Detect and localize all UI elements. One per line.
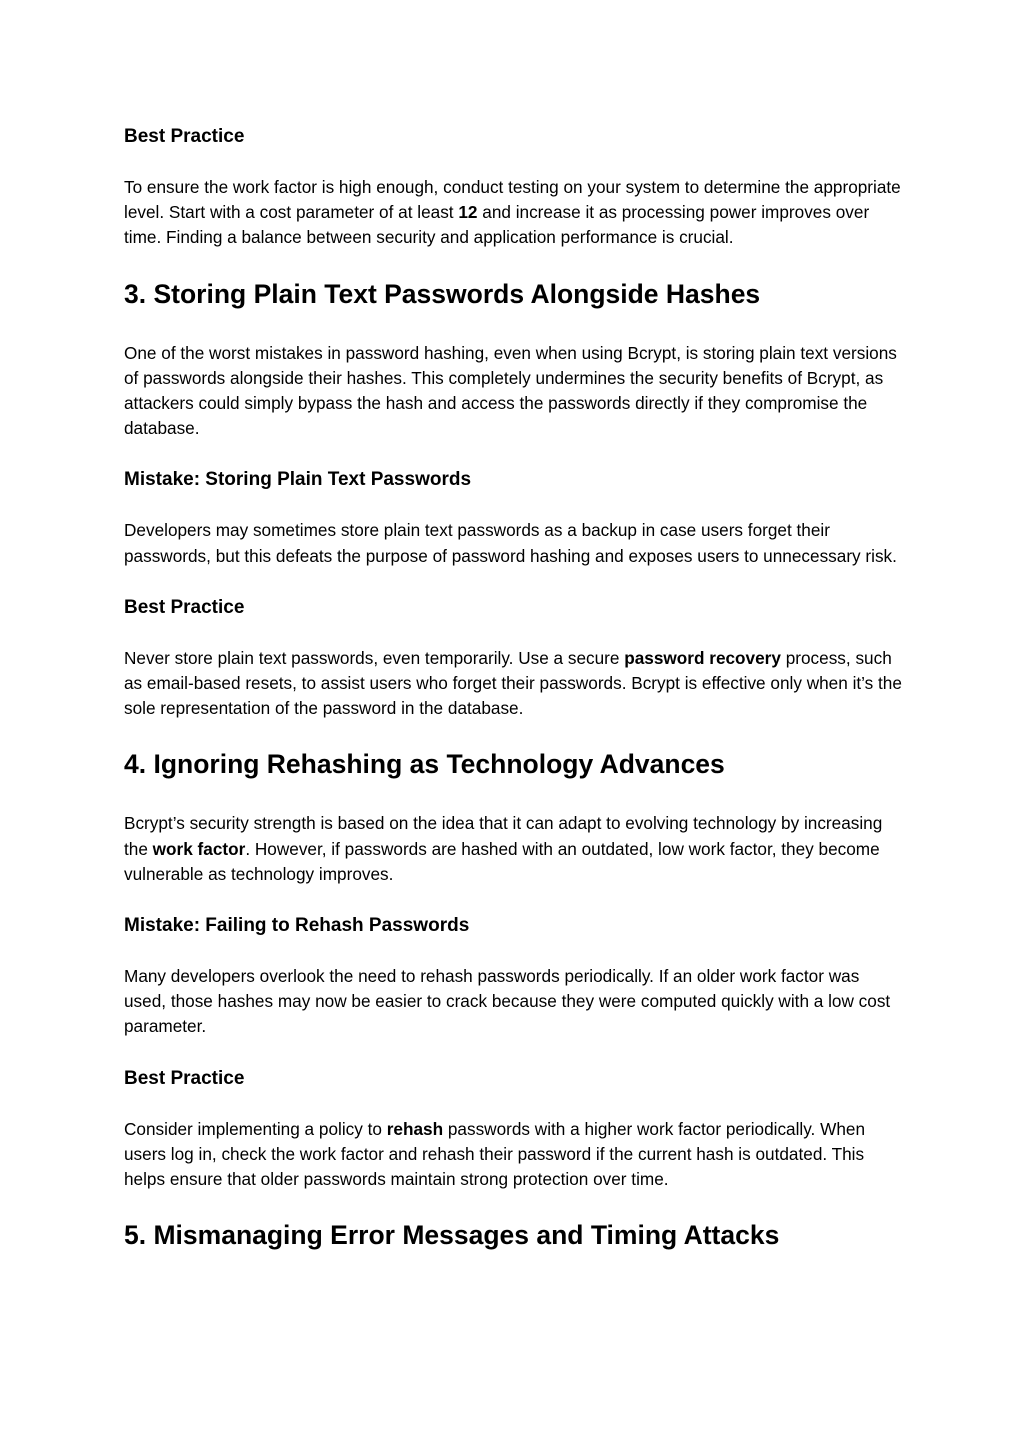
section-heading-5: 5. Mismanaging Error Messages and Timing Attacks	[124, 1220, 780, 1251]
subheading-best-practice: Best Practice	[124, 126, 245, 147]
paragraph-password-recovery: Never store plain text passwords, even temporarily. Use a secure password recovery process, such as email-based resets, to assist users who forget their passwords. Bcrypt is effective only when it’s the sole representation of the password in the database.	[124, 647, 902, 719]
paragraph-mistake-storing: Developers may sometimes store plain text passwords as a backup in case users forget their passwords, but this defeats the purpose of password hashing and exposes users to unnecessary risk.	[124, 520, 897, 566]
paragraph-plain-text-intro: One of the worst mistakes in password hashing, even when using Bcrypt, is storing plain text versions of passwords alongside their hashes. This completely undermines the security benefits of Bcrypt, as attackers could simply bypass the hash and access the passwords directly if they compromise the database.	[124, 342, 897, 439]
paragraph-mistake-rehash: Many developers overlook the need to rehash passwords periodically. If an older work factor was used, those hashes may now be easier to crack because they were computed quickly with a low cost parameter.	[124, 966, 891, 1037]
section-heading-3: 3. Storing Plain Text Passwords Alongside Hashes	[124, 278, 761, 309]
paragraph-rehash-policy: Consider implementing a policy to rehash passwords with a higher work factor periodically. When users log in, check the work factor and rehash their password if the current hash is outdated. This helps ensure that older passwords maintain strong protection over time.	[124, 1118, 866, 1190]
subheading-best-practice: Best Practice	[124, 1067, 245, 1089]
section-heading-4: 4. Ignoring Rehashing as Technology Advances	[124, 749, 725, 780]
subheading-mistake-rehash: Mistake: Failing to Rehash Passwords	[124, 915, 470, 937]
subheading-mistake-storing: Mistake: Storing Plain Text Passwords	[124, 469, 472, 491]
subheading-best-practice: Best Practice	[124, 596, 245, 618]
document-body	[124, 124, 904, 1282]
paragraph-rehashing-intro: Bcrypt’s security strength is based on the idea that it can adapt to evolving technology by increasing the work factor. However, if passwords are hashed with an outdated, low work factor, they become vulnerable as technology improves.	[124, 813, 883, 884]
paragraph-work-factor-testing: To ensure the work factor is high enough, conduct testing on your system to determine the appropriate level. Start with a cost parameter of at least 12 and increase it as processing power improves over time. Finding a balance between security and application performance is crucial.	[124, 177, 901, 248]
